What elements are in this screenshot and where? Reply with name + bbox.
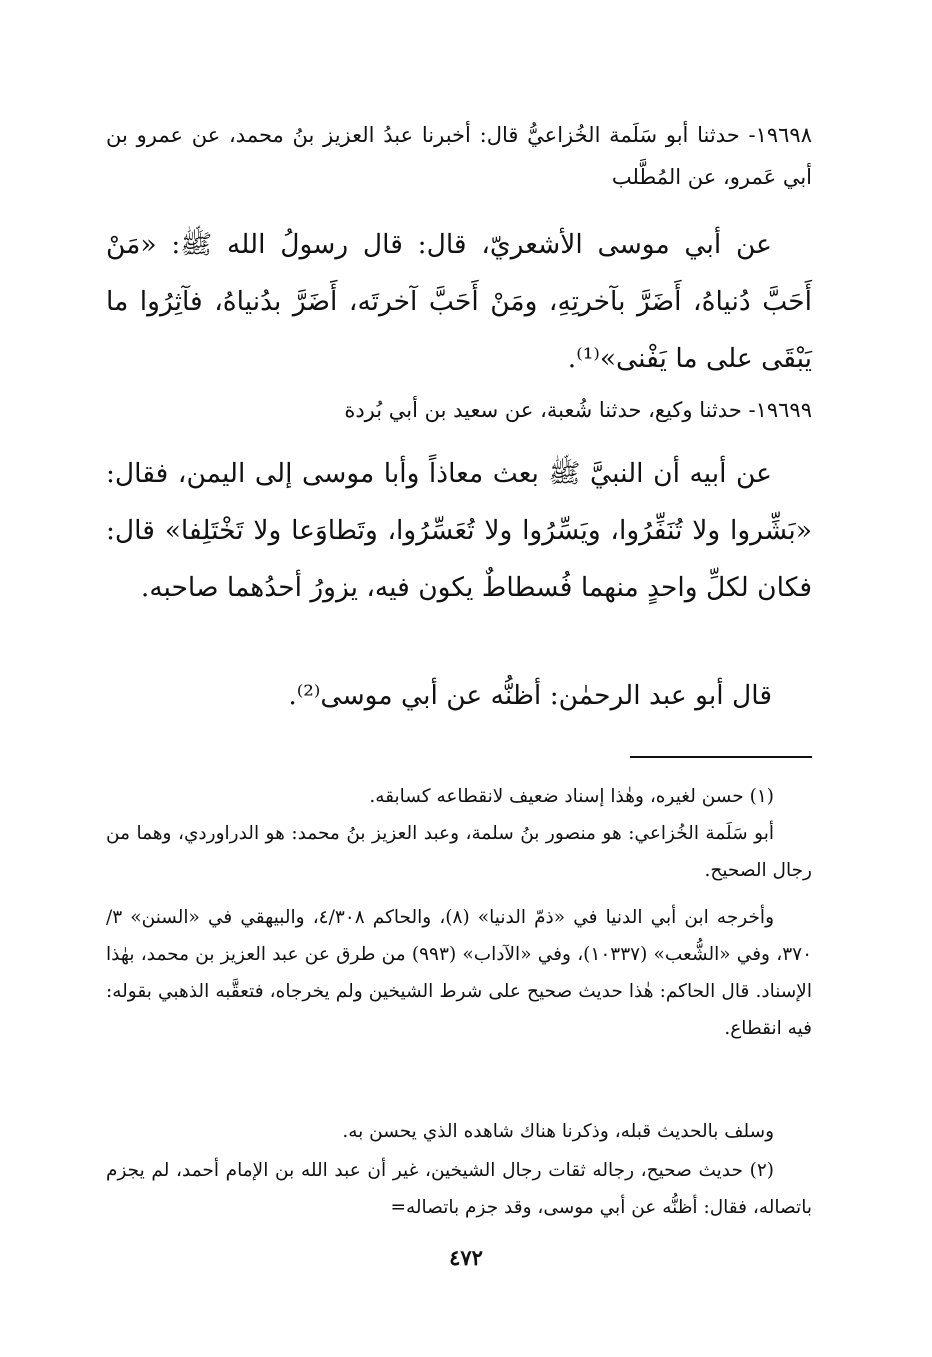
footnote-1-grade: (١) حسن لغيره، وهٰذا إسناد ضعيف لانقطاعه كسابقه. — [369, 786, 774, 807]
footnote-1-narrators: أبو سَلَمة الخُزاعي: هو منصور بنُ سلمة، وعبد العزيز بنُ محمد: هو الدراوردي، وهما من رجال الصحيح. — [106, 823, 812, 881]
hadith-19698-matn — [106, 216, 812, 387]
hadith-19699-comment — [106, 667, 812, 724]
hadith-19698-matn-text: عن أبي موسى الأشعريّ، قال: قال رسولُ الله ﷺ: «مَنْ أَحَبَّ دُنياهُ، أَضَرَّ بآخرتِهِ، ومَنْ أَحَبَّ آخرتَه، أَضَرَّ بدُنياهُ، فآثِرُوا ما يَبْقَى على ما يَفْنى»⁽¹⁾. — [106, 229, 812, 374]
footnote-separator — [630, 756, 812, 758]
hadith-19699-matn — [106, 445, 812, 616]
hadith-19699-comment-text: قال أبو عبد الرحمٰن: أظنُّه عن أبي موسى⁽²⁾. — [288, 680, 772, 711]
hadith-19698-isnad: ١٩٦٩٨- حدثنا أبو سَلَمة الخُزاعيُّ قال: أخبرنا عبدُ العزيز بنُ محمد، عن عمرو بن أبي عَمرو، عن المُطَّلب — [106, 123, 812, 189]
hadith-19699-matn-text: عن أبيه أن النبيَّ ﷺ بعث معاذاً وأبا موسى إلى اليمن، فقال: «بَشِّروا ولا تُنَفِّرُوا، ويَسِّرُوا ولا تُعَسِّرُوا، وتَطاوَعا ولا تَخْتَلِفا» قال: فكان لكلِّ واحدٍ منهما فُسطاطٌ يكون فيه، يزورُ أحدُهما صاحبه. — [106, 458, 812, 603]
footnote-1-cross-reference: وسلف بالحديث قبله، وذكرنا هناك شاهده الذي يحسن به. — [342, 1121, 774, 1142]
hadith-19699-isnad: ١٩٦٩٩- حدثنا وكيع، حدثنا شُعبة، عن سعيد بن أبي بُردة — [344, 398, 812, 422]
page-number: ٤٧٢ — [449, 1245, 483, 1270]
footnote-2: (٢) حديث صحيح، رجاله ثقات رجال الشيخين، غير أن عبد الله بن الإمام أحمد، لم يجزم باتصاله، فقال: أظنُّه عن أبي موسى، وقد جزم باتصاله= — [106, 1160, 812, 1218]
footnote-1-sources: وأخرجه ابن أبي الدنيا في «ذمّ الدنيا» (٨)، والحاكم ٤/٣٠٨، والبيهقي في «السنن» ٣/ ٣٧٠، وفي «الشُّعب» (١٠٣٣٧)، وفي «الآداب» (٩٩٣) من طرق عن عبد العزيز بن محمد، بهٰذا الإسناد. قال الحاكم: هٰذا حديث صحيح على شرط الشيخين ولم يخرجاه، فتعقَّبه الذهبي بقوله: فيه انقطاع. — [106, 907, 813, 1039]
